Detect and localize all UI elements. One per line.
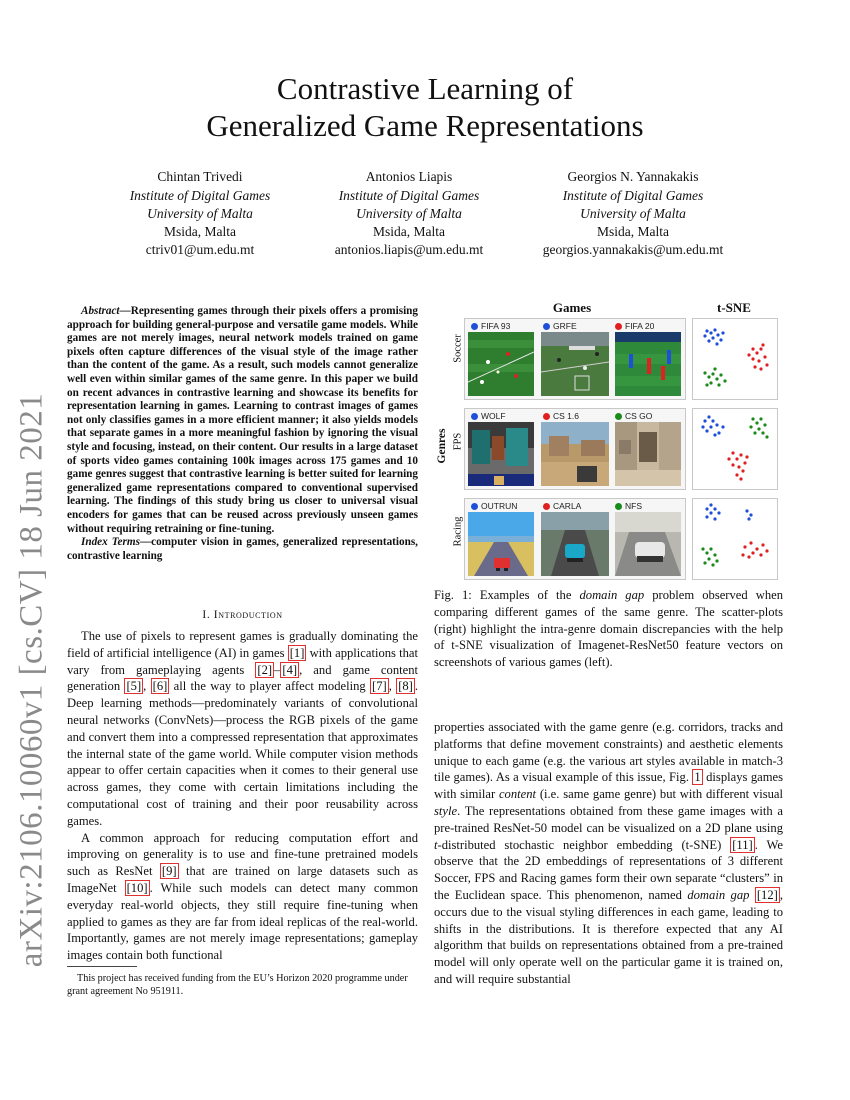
soccer-fifa20-thumb [615,332,681,396]
legend-dot [543,503,550,510]
game-name: OUTRUN [481,501,518,511]
intro-right-column [434,719,783,988]
game-label [615,411,652,421]
author-city: Msida, Malta [373,224,445,239]
citation-link[interactable]: [9] [161,864,177,879]
game-screenshot [541,422,609,486]
author-block [513,168,753,259]
tsne-cluster-green [701,547,718,566]
tsne-cluster-blue [701,415,724,436]
author-affiliation: Institute of Digital Games [338,188,480,203]
tsne-panel-racing [692,498,778,580]
game-label [543,501,581,511]
citation-link[interactable]: [7] [372,679,387,694]
citation-link[interactable]: [6] [152,679,168,694]
tsne-plot-soccer [693,319,777,399]
author-block [289,168,529,259]
legend-dot [543,413,550,420]
text-run: properties associated with the game genre (e.g. corridors, tracks and platforms that define movement constraints) and aesthetic elements unique to each game (e.g. the various art styles available in match-3 tile games). As a visual example of this issue, Fig. [434,720,783,785]
game-screenshot [468,332,534,396]
text-run: -distributed stochastic neighbor embedding (t-SNE) [437,837,731,852]
tsne-panel-fps [692,408,778,490]
soccer-grfe-thumb [541,332,609,396]
tsne-cluster-green [749,417,768,438]
author-block [80,168,320,259]
title-line-2: Generalized Game Representations [206,108,644,143]
footnote: This project has received funding from the EU’s Horizon 2020 programme under grant agreement No 951911. [67,973,408,997]
citation-link[interactable]: [5] [126,679,142,694]
intro-paragraph-3 [434,719,783,988]
games-panel-fps [464,408,686,490]
text-run: . While such models can detect many common everyday real-world objects, they still require fine-tuning when applied to games as they are far from ideal replicas of the real-world. Importantly, games are not merely image representations; gameplay images contain both functional [67,880,418,963]
text-run: displays games with similar [434,770,783,802]
section-heading [67,609,418,621]
section-title: I. Introduction [202,609,283,621]
text-run: all the way to player affect modeling [169,679,371,694]
game-screenshot [541,512,609,576]
text-emphasis: style [434,803,458,818]
fps-cs16-thumb [541,422,609,486]
figure-col-games: Games [552,300,592,315]
author-university: University of Malta [356,206,462,221]
text-run: . Deep learning methods—predominately variants of convolutional neural networks (ConvNets)—process the RGB pixels of the game and convert them into a compressed representation that approximates the internal state of the game world. While computer vision methods appear to offer certain capacities when it comes to their general use across games, they come with certain limitations including the computational cost of training and their poor reusability across games. [67,679,419,828]
tsne-cluster-red [741,541,768,558]
intro-paragraph-1 [67,628,418,830]
text-run: Fig. 1: Examples of the [434,588,580,602]
figure-caption [434,587,783,671]
author-email[interactable]: antonios.liapis@um.edu.mt [334,242,484,257]
author-email[interactable]: georgios.yannakakis@um.edu.mt [542,242,724,257]
intro-paragraph-2 [67,830,418,964]
text-run: A common approach for reducing computation effort and improving on generality is to use and fine-tune pretrained models such as ResNet [67,830,418,879]
tsne-panel-soccer [692,318,778,400]
abstract [67,305,418,563]
author-name: Chintan Trivedi [157,169,243,184]
author-affiliation: Institute of Digital Games [562,188,704,203]
legend-dot [615,503,622,510]
game-label [543,411,579,421]
game-name: NFS [625,501,642,511]
index-terms-label: Index Terms [81,536,140,549]
tsne-plot-racing [693,499,777,579]
figure-1 [432,298,784,583]
author-name: Georgios N. Yannakakis [567,169,699,184]
game-label [471,321,510,331]
fps-wolf-thumb [468,422,534,486]
text-run: problem observed when comparing different games of the same genre. The scatter-plots (right) highlight the intra-genre domain discrepancies with the help of t-SNE visualization of Imagenet-ResNet50 feature vectors on screenshots of various games (left). [434,588,784,670]
game-screenshot [468,422,534,486]
game-screenshot [468,512,534,576]
game-name: CS 1.6 [553,411,579,421]
text-run: , and game content generation [67,662,418,694]
text-run: . The representations obtained from these game images with a pre-trained ResNet-50 model can be visualized on a 2D plane using [434,803,783,835]
game-name: WOLF [481,411,506,421]
racing-nfs-thumb [615,512,681,576]
citation-link[interactable]: [8] [398,679,413,694]
figure-ref-link[interactable]: 1 [694,770,701,785]
soccer-fifa93-thumb [468,332,534,396]
text-run: with applications that vary from gameplaying agents [67,645,419,677]
legend-dot [615,413,622,420]
legend-dot [615,323,622,330]
row-label-racing: Racing [452,516,464,547]
author-name: Antonios Liapis [365,169,453,184]
text-run: , [143,679,151,694]
author-city: Msida, Malta [597,224,669,239]
author-city: Msida, Malta [164,224,236,239]
arxiv-stamp-text: arXiv:2106.10060v1 [cs.CV] 18 Jun 2021 [13,392,50,968]
game-label [615,321,654,331]
text-emphasis: content [498,787,537,802]
tsne-plot-fps [693,409,777,489]
text-run: The use of pixels to represent games is gradually dominating the field of artificial intelligence (AI) in games [67,629,418,660]
citation-link[interactable]: [4] [282,662,298,677]
text-run: , occurs due to the visual styling differences in each game, leading to shifts in the distributions. It is therefore expected that any AI algorithm that builds on representations obtained from a pre-trained model will only operate well on the particular game it is trained on, and will require substantial [434,887,783,986]
author-email[interactable]: ctriv01@um.edu.mt [145,242,255,257]
tsne-cluster-blue [705,503,752,520]
citation-link[interactable]: [2] [257,662,273,677]
racing-outrun-thumb [468,512,534,576]
text-run: – [274,662,281,677]
tsne-cluster-green [703,367,726,386]
text-emphasis: domain gap [579,588,645,602]
tsne-cluster-red [747,343,768,370]
game-screenshot [541,332,609,396]
game-label [471,411,506,421]
legend-dot [471,503,478,510]
genres-label: Genres [436,428,448,464]
arxiv-stamp [4,300,60,1060]
abstract-label: Abstract [81,305,120,317]
citation-link[interactable]: [11] [732,837,753,852]
game-name: FIFA 20 [625,321,655,331]
legend-dot [471,413,478,420]
game-name: GRFE [553,321,577,331]
game-screenshot [615,332,681,396]
game-label [471,501,517,511]
tsne-cluster-red [727,451,748,480]
row-label-soccer: Soccer [452,334,464,363]
game-screenshot [615,512,681,576]
text-run: that are trained on large datasets such as ImageNet [67,864,418,895]
text-emphasis: domain gap [687,887,750,902]
game-label [615,501,642,511]
games-panel-racing [464,498,686,580]
text-run: . We observe that the 2D embeddings of representations of 3 different Soccer, FPS and Racing games form their own separate “clusters” in the Euclidean space. This phenomenon, named [434,837,783,902]
citation-link[interactable]: [1] [289,645,305,660]
tsne-cluster-blue [703,328,724,345]
paper-title [0,70,850,144]
author-university: University of Malta [147,206,253,221]
fps-csgo-thumb [615,422,681,486]
game-name: FIFA 93 [481,321,511,331]
intro-left-column [67,628,418,964]
index-terms-text: —computer vision in games, generalized representations, contrastive learning [67,536,418,562]
row-label-fps: FPS [452,432,464,451]
author-affiliation: Institute of Digital Games [129,188,271,203]
footnote-rule [67,966,137,967]
figure-col-tsne: t-SNE [717,300,751,315]
abstract-text: —Representing games through their pixels offers a promising approach for building general-purpose and versatile game models. While games are not merely images, neural network models trained on game pixels often capture differences of the visual style of the image rather than the content of the game. As a result, such models cannot generalize well even within similar games of the same genre. In this paper we build on recent advances in contrastive learning and showcase its benefits for representation learning in games. Learning to contrast images of games not only classifies games in a more efficient manner; it also yields models that separate games in a more meaningful fashion by ignoring the visual style and focusing, instead, on their content. Our results in a large dataset of sports video games containing 100k images across 175 games and 10 game genres suggest that contrastive learning is better suited for learning generalized game representations compared to conventional supervised learning. The findings of this study bring us closer to universal visual encoders for games that can be reused across previously unseen games without requiring retraining or fine-tuning. [67,305,418,535]
game-name: CS GO [625,411,653,421]
game-label [543,321,577,331]
legend-dot [471,323,478,330]
citation-link[interactable]: [10] [126,880,148,895]
text-run: (i.e. same game genre) but with different visual [536,787,783,802]
games-panel-soccer [464,318,686,400]
racing-carla-thumb [541,512,609,576]
text-emphasis: t [434,837,438,852]
text-run: , [388,679,397,694]
title-line-1: Contrastive Learning of [276,71,574,106]
author-university: University of Malta [580,206,686,221]
legend-dot [543,323,550,330]
game-screenshot [615,422,681,486]
citation-link[interactable]: [12] [756,887,778,902]
game-name: CARLA [553,501,582,511]
